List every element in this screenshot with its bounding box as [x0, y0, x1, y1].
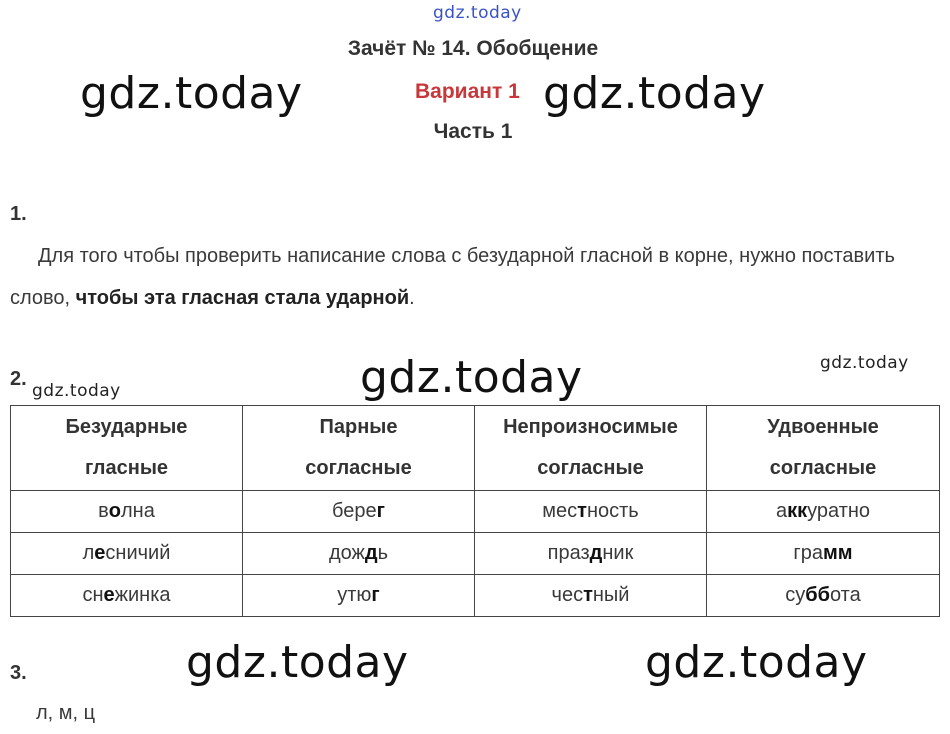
orthogram-table: [10, 405, 940, 617]
table-cell: местность: [475, 491, 707, 533]
watermark: gdz.today: [543, 68, 766, 119]
watermark: gdz.today: [32, 381, 121, 401]
watermark: gdz.today: [80, 68, 303, 119]
table-row: [11, 575, 940, 617]
watermark: gdz.today: [186, 637, 409, 688]
table-cell: дождь: [243, 533, 475, 575]
table-cell: лесничий: [11, 533, 243, 575]
watermark: gdz.today: [645, 637, 868, 688]
table-cell: утюг: [243, 575, 475, 617]
table-cell: праздник: [475, 533, 707, 575]
variant-label: Вариант 1: [415, 80, 520, 103]
column-header: Парные согласные: [243, 406, 475, 491]
column-header: Непроизносимые согласные: [475, 406, 707, 491]
task-number: 2.: [10, 368, 27, 390]
table-cell: суббота: [707, 575, 940, 617]
table-row: [11, 491, 940, 533]
table-cell: снежинка: [11, 575, 243, 617]
table-cell: волна: [11, 491, 243, 533]
table-cell: берег: [243, 491, 475, 533]
task-number: 1.: [10, 203, 27, 225]
task1-answer: [10, 235, 945, 319]
page-title: Зачёт № 14. Обобщение: [347, 37, 599, 60]
table-cell: аккуратно: [707, 491, 940, 533]
task-number: 3.: [10, 662, 27, 684]
table-cell: честный: [475, 575, 707, 617]
task1-text-bold: чтобы эта гласная стала ударной: [75, 287, 410, 309]
watermark: gdz.today: [820, 353, 909, 373]
table-row: [11, 533, 940, 575]
column-header: Удвоенные согласные: [707, 406, 940, 491]
table-cell: грамм: [707, 533, 940, 575]
task1-text-start: Для того чтобы проверить написание слова с безударной гласной в корне, нужно поставить слово,: [10, 245, 895, 309]
column-header: Безударные гласные: [11, 406, 243, 491]
watermark-top: gdz.today: [433, 3, 522, 23]
watermark: gdz.today: [360, 352, 583, 403]
task1-text-end: .: [409, 287, 415, 309]
table-header-row: [11, 406, 940, 491]
part-label: Часть 1: [433, 120, 513, 143]
task3-answer: л, м, ц: [36, 702, 96, 724]
